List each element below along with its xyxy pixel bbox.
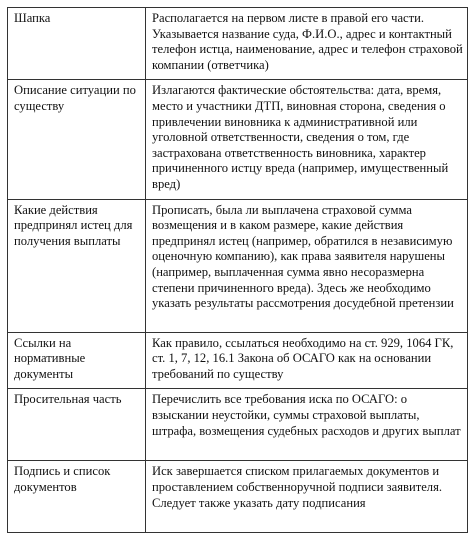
section-content-cell: Прописать, была ли выплачена страховой сумма возмещения и в каком размере, какие действия предпринял истец (например, обратился в независимую оценочную компанию), как права заявителя нарушены (например, выплаченная сумма явно несоразмерна степени причиненного вреда). Здесь же необходимо указать результаты рассмотрения досудебной претензии	[146, 199, 468, 332]
section-name-cell: Шапка	[8, 8, 146, 80]
table-row	[8, 80, 468, 199]
section-content-cell: Иск завершается списком прилагаемых документов и проставлением собственноручной подписи заявителя. Следует также указать дату подписания	[146, 461, 468, 533]
table-row	[8, 332, 468, 389]
claim-structure-table	[7, 7, 468, 533]
section-name-cell: Подпись и список документов	[8, 461, 146, 533]
table-row	[8, 8, 468, 80]
table-row	[8, 389, 468, 461]
table-row	[8, 199, 468, 332]
section-content-cell: Излагаются фактические обстоятельства: дата, время, место и участники ДТП, виновная сторона, сведения о привлечении виновника к административной или уголовной ответственности, сведения о том, где застрахована ответственность виновника, характер причиненного истцу вреда (например, имущественный вред)	[146, 80, 468, 199]
section-name-cell: Описание ситуации по существу	[8, 80, 146, 199]
section-name-cell: Просительная часть	[8, 389, 146, 461]
section-name-cell: Какие действия предпринял истец для получения выплаты	[8, 199, 146, 332]
section-name-cell: Ссылки на нормативные документы	[8, 332, 146, 389]
section-content-cell: Как правило, ссылаться необходимо на ст. 929, 1064 ГК, ст. 1, 7, 12, 16.1 Закона об ОСАГО как на основании требований по существу	[146, 332, 468, 389]
table-row	[8, 461, 468, 533]
section-content-cell: Располагается на первом листе в правой его части. Указывается название суда, Ф.И.О., адрес и контактный телефон истца, наименование, адрес и телефон страховой компании (ответчика)	[146, 8, 468, 80]
section-content-cell: Перечислить все требования иска по ОСАГО: о взыскании неустойки, суммы страховой выплаты, штрафа, возмещения судебных расходов и других выплат	[146, 389, 468, 461]
